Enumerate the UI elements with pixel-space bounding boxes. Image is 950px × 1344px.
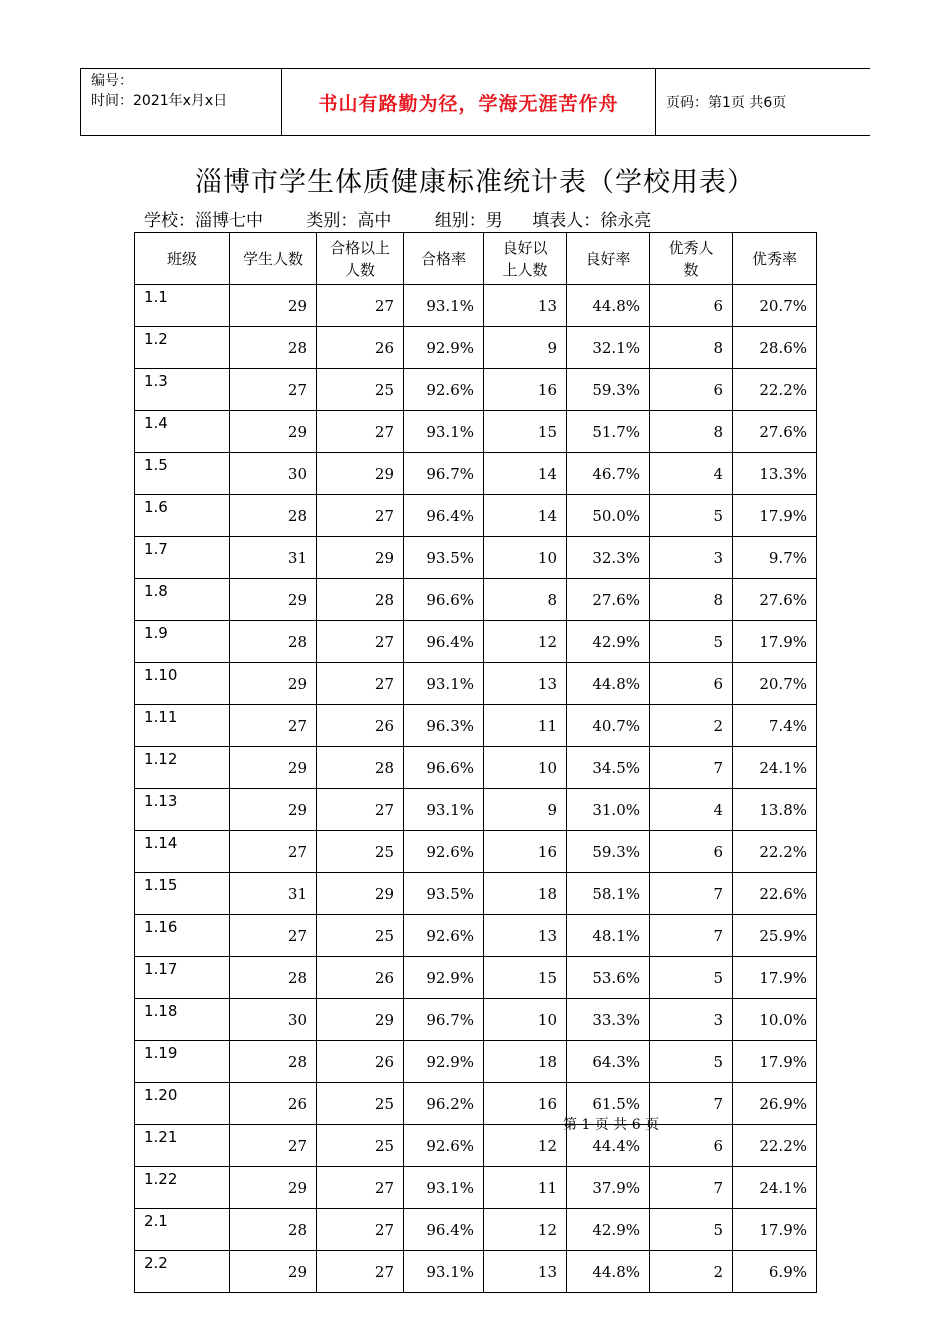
table-row (135, 1209, 817, 1251)
value-cell: 15 (484, 957, 567, 999)
value-cell: 27 (317, 495, 404, 537)
class-cell: 1.7 (135, 537, 230, 579)
value-cell: 32.3% (567, 537, 650, 579)
value-cell: 53.6% (567, 957, 650, 999)
value-cell: 6.9% (733, 1251, 817, 1293)
class-cell: 1.9 (135, 621, 230, 663)
table-row (135, 705, 817, 747)
value-cell: 29 (230, 579, 317, 621)
value-cell: 27.6% (733, 579, 817, 621)
value-cell: 28 (230, 957, 317, 999)
value-cell: 29 (317, 453, 404, 495)
value-cell: 50.0% (567, 495, 650, 537)
table-row (135, 663, 817, 705)
table-row (135, 999, 817, 1041)
value-cell: 6 (650, 1125, 733, 1167)
table-row (135, 411, 817, 453)
value-cell: 93.1% (404, 663, 484, 705)
value-cell: 27 (317, 621, 404, 663)
value-cell: 93.1% (404, 285, 484, 327)
value-cell: 46.7% (567, 453, 650, 495)
value-cell: 29 (230, 789, 317, 831)
value-cell: 26 (317, 957, 404, 999)
value-cell: 5 (650, 495, 733, 537)
value-cell: 26 (230, 1083, 317, 1125)
table-row (135, 1041, 817, 1083)
value-cell: 27 (317, 1251, 404, 1293)
value-cell: 26.9% (733, 1083, 817, 1125)
value-cell: 7 (650, 747, 733, 789)
motto: 书山有路勤为径，学海无涯苦作舟 (282, 69, 656, 135)
value-cell: 27 (317, 1167, 404, 1209)
value-cell: 96.4% (404, 495, 484, 537)
value-cell: 96.6% (404, 747, 484, 789)
table-header-row (135, 233, 817, 285)
class-cell: 1.18 (135, 999, 230, 1041)
column-header: 优秀率 (733, 233, 817, 285)
value-cell: 11 (484, 1167, 567, 1209)
value-cell: 13 (484, 1251, 567, 1293)
value-cell: 27 (230, 915, 317, 957)
value-cell: 31 (230, 537, 317, 579)
value-cell: 13 (484, 285, 567, 327)
column-header: 合格率 (404, 233, 484, 285)
class-cell: 1.4 (135, 411, 230, 453)
value-cell: 7 (650, 915, 733, 957)
value-cell: 96.4% (404, 1209, 484, 1251)
value-cell: 27 (317, 411, 404, 453)
value-cell: 4 (650, 453, 733, 495)
table-row (135, 873, 817, 915)
value-cell: 29 (230, 1251, 317, 1293)
value-cell: 92.6% (404, 369, 484, 411)
value-cell: 96.7% (404, 999, 484, 1041)
time-label: 时间：2021年x月x日 (91, 93, 228, 109)
value-cell: 18 (484, 1041, 567, 1083)
value-cell: 64.3% (567, 1041, 650, 1083)
value-cell: 7.4% (733, 705, 817, 747)
column-header: 学生人数 (230, 233, 317, 285)
value-cell: 93.1% (404, 411, 484, 453)
value-cell: 27 (230, 705, 317, 747)
value-cell: 93.1% (404, 1167, 484, 1209)
value-cell: 22.6% (733, 873, 817, 915)
value-cell: 27 (317, 789, 404, 831)
value-cell: 27 (230, 1125, 317, 1167)
value-cell: 51.7% (567, 411, 650, 453)
table-row (135, 1251, 817, 1293)
document-header (80, 68, 870, 136)
value-cell: 16 (484, 369, 567, 411)
table-row (135, 831, 817, 873)
value-cell: 24.1% (733, 1167, 817, 1209)
value-cell: 44.8% (567, 663, 650, 705)
table-row (135, 579, 817, 621)
value-cell: 27 (230, 369, 317, 411)
table-row (135, 1083, 817, 1125)
value-cell: 44.4% (567, 1125, 650, 1167)
value-cell: 12 (484, 621, 567, 663)
value-cell: 30 (230, 453, 317, 495)
class-cell: 1.8 (135, 579, 230, 621)
value-cell: 6 (650, 663, 733, 705)
value-cell: 3 (650, 537, 733, 579)
class-cell: 1.13 (135, 789, 230, 831)
value-cell: 44.8% (567, 285, 650, 327)
value-cell: 18 (484, 873, 567, 915)
value-cell: 44.8% (567, 1251, 650, 1293)
value-cell: 30 (230, 999, 317, 1041)
column-header: 合格以上人数 (317, 233, 404, 285)
value-cell: 14 (484, 453, 567, 495)
category-label: 类别：高中 (306, 211, 392, 231)
class-cell: 1.14 (135, 831, 230, 873)
table-row (135, 369, 817, 411)
value-cell: 9 (484, 789, 567, 831)
table-row (135, 957, 817, 999)
value-cell: 5 (650, 957, 733, 999)
value-cell: 17.9% (733, 1209, 817, 1251)
value-cell: 29 (230, 285, 317, 327)
value-cell: 9.7% (733, 537, 817, 579)
value-cell: 22.2% (733, 369, 817, 411)
value-cell: 29 (317, 537, 404, 579)
class-cell: 1.15 (135, 873, 230, 915)
class-cell: 2.1 (135, 1209, 230, 1251)
table-row (135, 621, 817, 663)
statistics-table (134, 232, 817, 1293)
table-row (135, 495, 817, 537)
value-cell: 22.2% (733, 1125, 817, 1167)
page-title: 淄博市学生体质健康标准统计表（学校用表） (195, 167, 755, 198)
value-cell: 92.9% (404, 1041, 484, 1083)
value-cell: 13.8% (733, 789, 817, 831)
value-cell: 15 (484, 411, 567, 453)
value-cell: 26 (317, 1041, 404, 1083)
value-cell: 27 (230, 831, 317, 873)
value-cell: 13 (484, 915, 567, 957)
value-cell: 31.0% (567, 789, 650, 831)
value-cell: 7 (650, 1083, 733, 1125)
value-cell: 27.6% (567, 579, 650, 621)
value-cell: 3 (650, 999, 733, 1041)
filler-label: 填表人：徐永亮 (532, 211, 652, 231)
value-cell: 28 (317, 747, 404, 789)
column-header: 良好以上人数 (484, 233, 567, 285)
class-cell: 1.5 (135, 453, 230, 495)
value-cell: 34.5% (567, 747, 650, 789)
page-info: 页码：第1页 共6页 (666, 95, 787, 111)
class-cell: 1.1 (135, 285, 230, 327)
value-cell: 12 (484, 1125, 567, 1167)
value-cell: 93.5% (404, 537, 484, 579)
value-cell: 4 (650, 789, 733, 831)
value-cell: 93.5% (404, 873, 484, 915)
value-cell: 10 (484, 747, 567, 789)
value-cell: 59.3% (567, 369, 650, 411)
value-cell: 26 (317, 705, 404, 747)
value-cell: 96.6% (404, 579, 484, 621)
table-row (135, 285, 817, 327)
value-cell: 8 (650, 579, 733, 621)
class-cell: 1.10 (135, 663, 230, 705)
value-cell: 28 (230, 327, 317, 369)
value-cell: 10.0% (733, 999, 817, 1041)
table-row (135, 747, 817, 789)
value-cell: 17.9% (733, 495, 817, 537)
value-cell: 6 (650, 285, 733, 327)
class-cell: 1.17 (135, 957, 230, 999)
class-cell: 1.12 (135, 747, 230, 789)
value-cell: 8 (650, 327, 733, 369)
value-cell: 48.1% (567, 915, 650, 957)
value-cell: 42.9% (567, 1209, 650, 1251)
class-cell: 1.6 (135, 495, 230, 537)
number-label: 编号： (91, 73, 133, 89)
value-cell: 16 (484, 831, 567, 873)
value-cell: 32.1% (567, 327, 650, 369)
value-cell: 92.6% (404, 1125, 484, 1167)
value-cell: 25 (317, 1125, 404, 1167)
value-cell: 25 (317, 1083, 404, 1125)
table-row (135, 537, 817, 579)
value-cell: 25 (317, 369, 404, 411)
table-row (135, 327, 817, 369)
value-cell: 20.7% (733, 663, 817, 705)
table-row (135, 453, 817, 495)
value-cell: 29 (230, 1167, 317, 1209)
value-cell: 10 (484, 537, 567, 579)
value-cell: 17.9% (733, 1041, 817, 1083)
value-cell: 29 (230, 747, 317, 789)
page-footer: 第 1 页 共 6 页 (563, 1117, 660, 1133)
value-cell: 16 (484, 1083, 567, 1125)
value-cell: 58.1% (567, 873, 650, 915)
value-cell: 29 (317, 873, 404, 915)
header-meta-cell (81, 69, 282, 135)
value-cell: 13.3% (733, 453, 817, 495)
value-cell: 2 (650, 1251, 733, 1293)
value-cell: 17.9% (733, 621, 817, 663)
value-cell: 96.7% (404, 453, 484, 495)
value-cell: 17.9% (733, 957, 817, 999)
value-cell: 7 (650, 873, 733, 915)
value-cell: 93.1% (404, 1251, 484, 1293)
value-cell: 10 (484, 999, 567, 1041)
value-cell: 20.7% (733, 285, 817, 327)
value-cell: 25 (317, 915, 404, 957)
class-cell: 1.20 (135, 1083, 230, 1125)
value-cell: 12 (484, 1209, 567, 1251)
value-cell: 31 (230, 873, 317, 915)
value-cell: 28 (317, 579, 404, 621)
value-cell: 14 (484, 495, 567, 537)
table-row (135, 915, 817, 957)
class-cell: 1.2 (135, 327, 230, 369)
value-cell: 8 (650, 411, 733, 453)
value-cell: 27 (317, 285, 404, 327)
value-cell: 96.3% (404, 705, 484, 747)
value-cell: 22.2% (733, 831, 817, 873)
table-row (135, 789, 817, 831)
value-cell: 5 (650, 621, 733, 663)
value-cell: 11 (484, 705, 567, 747)
value-cell: 13 (484, 663, 567, 705)
value-cell: 27 (317, 663, 404, 705)
value-cell: 29 (230, 411, 317, 453)
value-cell: 42.9% (567, 621, 650, 663)
class-cell: 1.16 (135, 915, 230, 957)
value-cell: 27 (317, 1209, 404, 1251)
value-cell: 26 (317, 327, 404, 369)
value-cell: 96.4% (404, 621, 484, 663)
table-row (135, 1125, 817, 1167)
value-cell: 28 (230, 1209, 317, 1251)
value-cell: 28.6% (733, 327, 817, 369)
value-cell: 25.9% (733, 915, 817, 957)
value-cell: 28 (230, 1041, 317, 1083)
value-cell: 8 (484, 579, 567, 621)
group-label: 组别：男 (434, 211, 503, 231)
class-cell: 1.3 (135, 369, 230, 411)
column-header: 良好率 (567, 233, 650, 285)
class-cell: 1.22 (135, 1167, 230, 1209)
value-cell: 6 (650, 831, 733, 873)
value-cell: 5 (650, 1209, 733, 1251)
value-cell: 29 (230, 663, 317, 705)
value-cell: 2 (650, 705, 733, 747)
value-cell: 61.5% (567, 1083, 650, 1125)
value-cell: 92.6% (404, 915, 484, 957)
value-cell: 27.6% (733, 411, 817, 453)
class-cell: 1.11 (135, 705, 230, 747)
value-cell: 59.3% (567, 831, 650, 873)
value-cell: 6 (650, 369, 733, 411)
value-cell: 28 (230, 621, 317, 663)
value-cell: 33.3% (567, 999, 650, 1041)
column-header: 优秀人数 (650, 233, 733, 285)
value-cell: 93.1% (404, 789, 484, 831)
value-cell: 24.1% (733, 747, 817, 789)
value-cell: 92.9% (404, 957, 484, 999)
value-cell: 28 (230, 495, 317, 537)
value-cell: 9 (484, 327, 567, 369)
class-cell: 2.2 (135, 1251, 230, 1293)
school-label: 学校：淄博七中 (144, 211, 263, 231)
value-cell: 92.9% (404, 327, 484, 369)
table-row (135, 1167, 817, 1209)
value-cell: 40.7% (567, 705, 650, 747)
value-cell: 92.6% (404, 831, 484, 873)
value-cell: 25 (317, 831, 404, 873)
value-cell: 7 (650, 1167, 733, 1209)
value-cell: 96.2% (404, 1083, 484, 1125)
column-header: 班级 (135, 233, 230, 285)
class-cell: 1.19 (135, 1041, 230, 1083)
value-cell: 5 (650, 1041, 733, 1083)
value-cell: 37.9% (567, 1167, 650, 1209)
value-cell: 29 (317, 999, 404, 1041)
info-line (144, 206, 651, 231)
class-cell: 1.21 (135, 1125, 230, 1167)
